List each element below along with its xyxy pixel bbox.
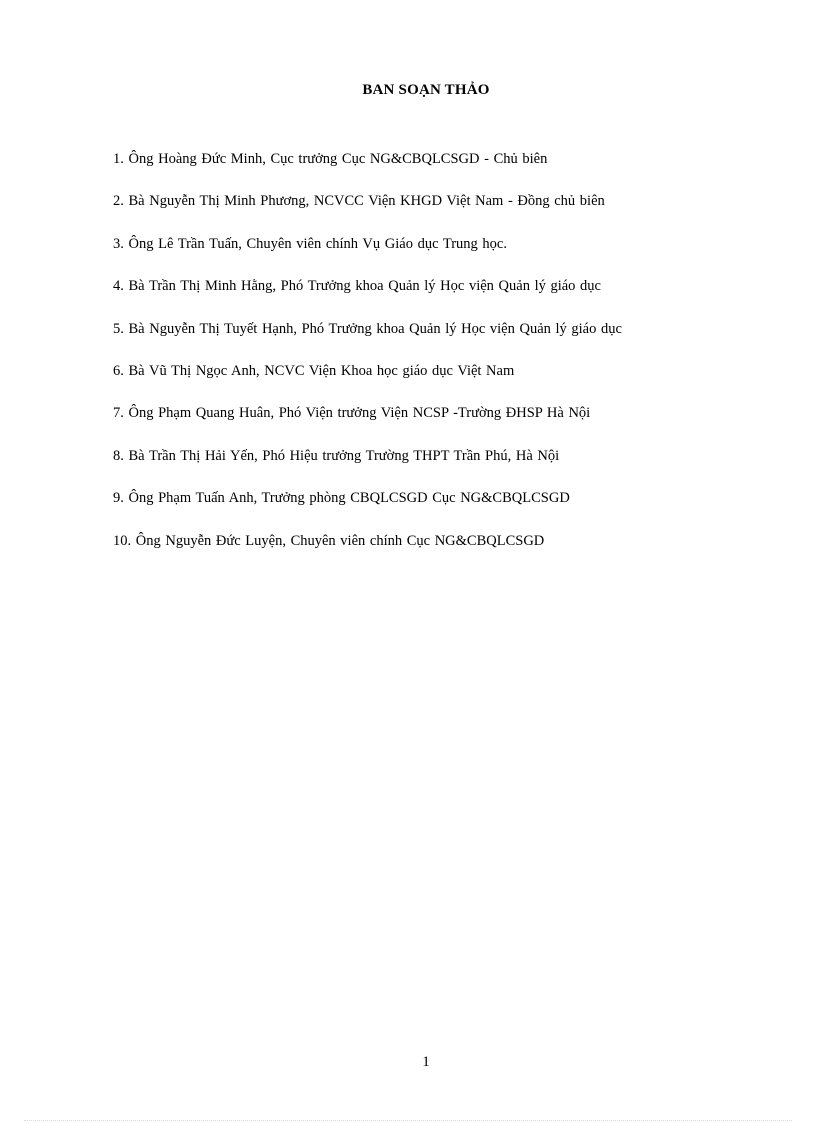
list-item: 2. Bà Nguyễn Thị Minh Phương, NCVCC Viện KHGD Việt Nam - Đồng chủ biên	[113, 193, 605, 210]
list-item: 1. Ông Hoàng Đức Minh, Cục trưởng Cục NG&CBQLCSGD - Chủ biên	[113, 151, 548, 167]
list-item: 4. Bà Trần Thị Minh Hằng, Phó Trưởng khoa Quản lý Học viện Quản lý giáo dục	[113, 278, 601, 295]
list-item: 7. Ông Phạm Quang Huân, Phó Viện trưởng Viện NCSP -Trường ĐHSP Hà Nội	[113, 405, 591, 422]
list-item: 8. Bà Trần Thị Hải Yến, Phó Hiệu trưởng Trường THPT Trần Phú, Hà Nội	[113, 447, 560, 464]
page-title: BAN SOẠN THẢO	[362, 82, 490, 98]
list-item: 9. Ông Phạm Tuấn Anh, Trưởng phòng CBQLCSGD Cục NG&CBQLCSGD	[113, 490, 570, 507]
page-number: 1	[422, 1054, 430, 1070]
list-item: 3. Ông Lê Trần Tuấn, Chuyên viên chính Vụ Giáo dục Trung học.	[113, 235, 507, 252]
page-bottom-edge	[24, 1120, 792, 1121]
list-item: 5. Bà Nguyễn Thị Tuyết Hạnh, Phó Trưởng khoa Quản lý Học viện Quản lý giáo dục	[113, 320, 622, 337]
list-item: 10. Ông Nguyễn Đức Luyện, Chuyên viên chính Cục NG&CBQLCSGD	[113, 532, 545, 549]
list-item: 6. Bà Vũ Thị Ngọc Anh, NCVC Viện Khoa học giáo dục Việt Nam	[113, 362, 515, 379]
editorial-board-list	[113, 149, 622, 573]
